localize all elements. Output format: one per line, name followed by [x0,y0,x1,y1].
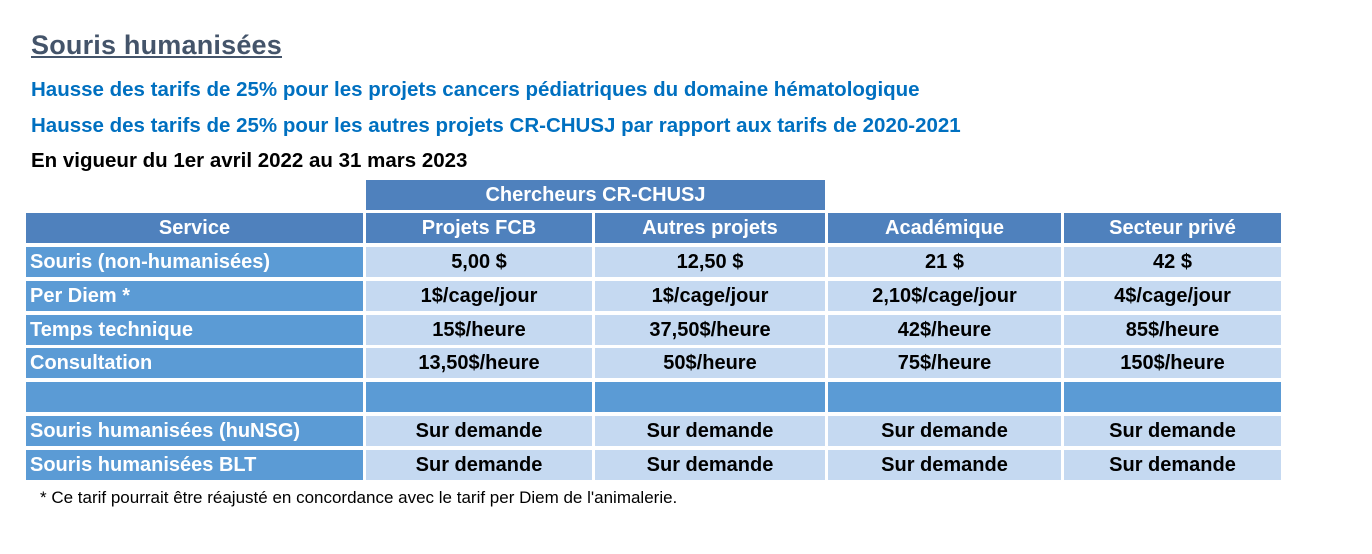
table-cell: 1$/cage/jour [595,281,825,311]
table-cell: 150$/heure [1064,348,1281,378]
header-autres-projets: Autres projets [595,213,825,243]
table-cell: Sur demande [1064,450,1281,480]
blank-row-cell [828,382,1061,412]
blank-row-cell [1064,382,1281,412]
row-service-label: Per Diem * [26,281,363,311]
table-cell: Sur demande [828,416,1061,446]
table-cell: 42 $ [1064,247,1281,277]
subtitle-pediatric: Hausse des tarifs de 25% pour les projets cancers pédiatriques du domaine hématologique [31,78,920,101]
row-service-label: Souris (non-humanisées) [26,247,363,277]
table-cell: 42$/heure [828,315,1061,345]
table-cell: Sur demande [366,416,592,446]
table-cell: 75$/heure [828,348,1061,378]
page-title: Souris humanisées [31,30,282,60]
table-cell: 13,50$/heure [366,348,592,378]
blank-row-cell [26,382,363,412]
table-cell: Sur demande [1064,416,1281,446]
header-service: Service [26,213,363,243]
row-service-label: Souris humanisées (huNSG) [26,416,363,446]
table-cell: 12,50 $ [595,247,825,277]
row-service-label: Consultation [26,348,363,378]
row-service-label: Temps technique [26,315,363,345]
table-cell: Sur demande [595,450,825,480]
header-academique: Académique [828,213,1061,243]
table-cell: 15$/heure [366,315,592,345]
validity-period: En vigueur du 1er avril 2022 au 31 mars 2023 [31,149,468,172]
row-service-label: Souris humanisées BLT [26,450,363,480]
table-cell: 37,50$/heure [595,315,825,345]
table-cell: Sur demande [828,450,1061,480]
blank-row-cell [595,382,825,412]
table-cell: 21 $ [828,247,1061,277]
group-header: Chercheurs CR-CHUSJ [366,180,825,210]
table-cell: 4$/cage/jour [1064,281,1281,311]
table-cell: Sur demande [366,450,592,480]
table-cell: 50$/heure [595,348,825,378]
footnote: * Ce tarif pourrait être réajusté en concordance avec le tarif per Diem de l'animalerie. [40,488,678,507]
table-cell: 5,00 $ [366,247,592,277]
header-secteur-prive: Secteur privé [1064,213,1281,243]
header-projets-fcb: Projets FCB [366,213,592,243]
table-cell: Sur demande [595,416,825,446]
table-cell: 1$/cage/jour [366,281,592,311]
blank-row-cell [366,382,592,412]
table-cell: 85$/heure [1064,315,1281,345]
table-cell: 2,10$/cage/jour [828,281,1061,311]
subtitle-other-projects: Hausse des tarifs de 25% pour les autres projets CR-CHUSJ par rapport aux tarifs de 2020-2021 [31,114,961,137]
